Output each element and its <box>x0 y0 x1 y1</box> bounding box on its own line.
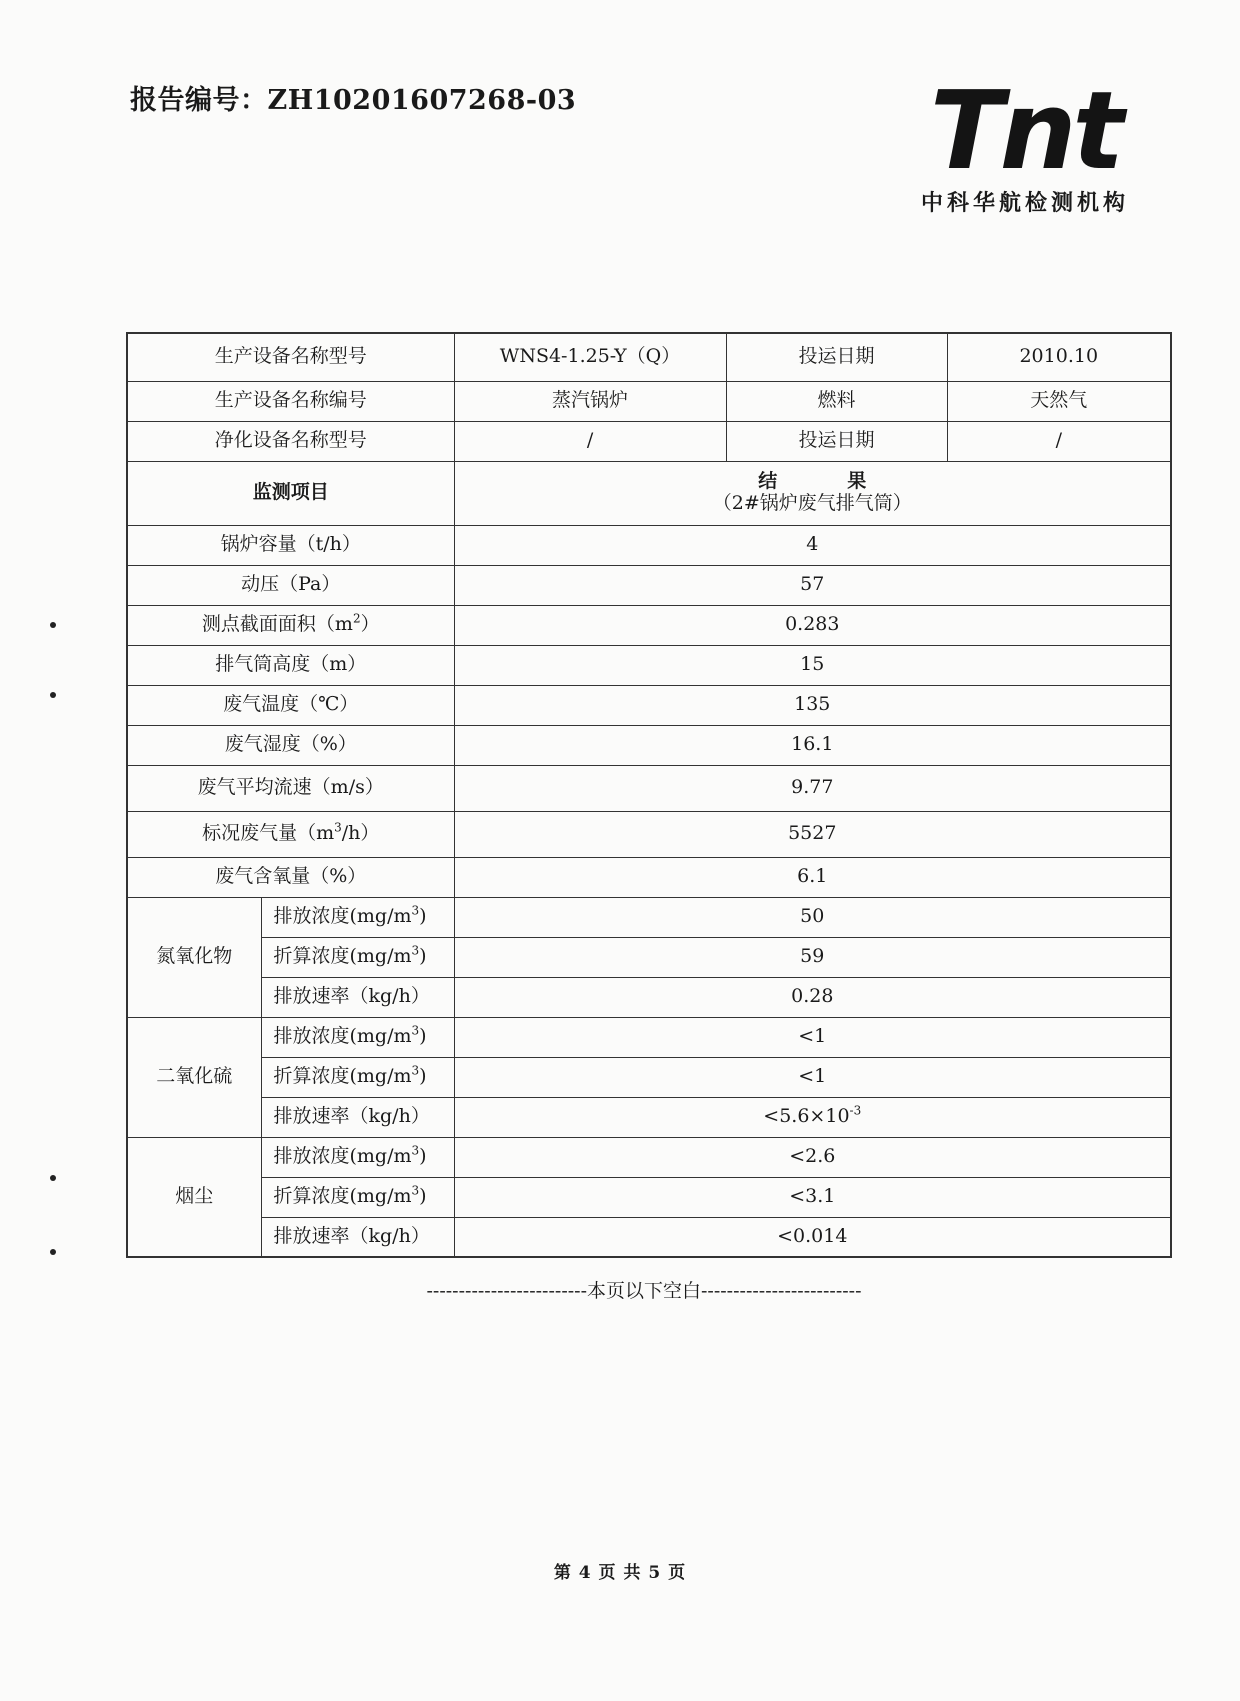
info-value-2: 2010.10 <box>947 333 1171 381</box>
info-value: 蒸汽锅炉 <box>454 381 726 421</box>
scan-dot <box>50 622 56 628</box>
report-number: 报告编号：ZH10201607268-03 <box>130 85 577 116</box>
info-label: 净化设备名称型号 <box>127 421 454 461</box>
pollutant-measure: 折算浓度$(mg/m^3)$ <box>261 1177 454 1217</box>
pollutant-value: <1 <box>454 1057 1171 1097</box>
result-header <box>454 461 1171 525</box>
param-row <box>127 857 1171 897</box>
pollutant-row <box>127 977 1171 1017</box>
param-label: 废气湿度（%） <box>127 725 454 765</box>
param-row <box>127 725 1171 765</box>
monitoring-results-table <box>126 332 1172 1258</box>
pollutant-row <box>127 1137 1171 1177</box>
info-value-2: / <box>947 421 1171 461</box>
param-label: 废气平均流速（m/s） <box>127 765 454 811</box>
info-label-2: 投运日期 <box>726 333 947 381</box>
param-value: 135 <box>454 685 1171 725</box>
pollutant-value: <2.6 <box>454 1137 1171 1177</box>
pollutant-value: 0.28 <box>454 977 1171 1017</box>
param-value: 4 <box>454 525 1171 565</box>
param-label: 测点截面面积$(m^2)$ <box>127 605 454 645</box>
param-value: 6.1 <box>454 857 1171 897</box>
param-row <box>127 765 1171 811</box>
result-subtitle: （2#锅炉废气排气筒） <box>712 492 912 514</box>
param-value: 9.77 <box>454 765 1171 811</box>
pollutant-row <box>127 1017 1171 1057</box>
scan-dot <box>50 692 56 698</box>
info-value-2: 天然气 <box>947 381 1171 421</box>
result-title: 结果 <box>758 470 937 493</box>
info-label: 生产设备名称编号 <box>127 381 454 421</box>
param-row <box>127 525 1171 565</box>
pollutant-measure: 排放浓度$(mg/m^3)$ <box>261 1137 454 1177</box>
pollutant-measure: 排放浓度$(mg/m^3)$ <box>261 1017 454 1057</box>
param-row <box>127 645 1171 685</box>
info-row <box>127 381 1171 421</box>
result-header-row <box>127 461 1171 525</box>
pollutant-row <box>127 1097 1171 1137</box>
info-row <box>127 421 1171 461</box>
page-number: 第 4 页 共 5 页 <box>553 1563 687 1583</box>
info-row <box>127 333 1171 381</box>
pollutant-name: 二氧化硫 <box>127 1017 261 1137</box>
pollutant-value: 59 <box>454 937 1171 977</box>
param-label: 废气温度（℃） <box>127 685 454 725</box>
pollutant-row <box>127 937 1171 977</box>
param-label: 锅炉容量（t/h） <box>127 525 454 565</box>
pollutant-measure: 排放速率（kg/h） <box>261 1097 454 1137</box>
pollutant-row <box>127 1217 1171 1257</box>
pollutant-name: 氮氧化物 <box>127 897 261 1017</box>
logo-mark: Tnt <box>929 69 1121 194</box>
param-label: 废气含氧量（%） <box>127 857 454 897</box>
param-value: 15 <box>454 645 1171 685</box>
info-label-2: 燃料 <box>726 381 947 421</box>
param-label: 排气筒高度（m） <box>127 645 454 685</box>
info-label-2: 投运日期 <box>726 421 947 461</box>
param-value: 57 <box>454 565 1171 605</box>
pollutant-value: $<5.6\times 10^{-3}$ <box>454 1097 1171 1137</box>
pollutant-measure: 折算浓度$(mg/m^3)$ <box>261 1057 454 1097</box>
logo-organization-name: 中科华航检测机构 <box>920 191 1129 216</box>
scan-dot <box>50 1175 56 1181</box>
param-label: 动压（Pa） <box>127 565 454 605</box>
pollutant-value: <0.014 <box>454 1217 1171 1257</box>
pollutant-value: <3.1 <box>454 1177 1171 1217</box>
param-row <box>127 685 1171 725</box>
pollutant-value: 50 <box>454 897 1171 937</box>
info-label: 生产设备名称型号 <box>127 333 454 381</box>
scan-dot <box>50 1249 56 1255</box>
pollutant-value: <1 <box>454 1017 1171 1057</box>
pollutant-row <box>127 897 1171 937</box>
pollutant-row <box>127 1057 1171 1097</box>
company-logo <box>905 69 1145 217</box>
blank-below-notice: -------------------------本页以下空白------------------------- <box>426 1280 862 1302</box>
param-row <box>127 811 1171 857</box>
pollutant-measure: 折算浓度$(mg/m^3)$ <box>261 937 454 977</box>
info-value: / <box>454 421 726 461</box>
pollutant-measure: 排放浓度$(mg/m^3)$ <box>261 897 454 937</box>
param-value: 16.1 <box>454 725 1171 765</box>
param-row <box>127 605 1171 645</box>
pollutant-row <box>127 1177 1171 1217</box>
param-row <box>127 565 1171 605</box>
info-value: WNS4-1.25-Y（Q） <box>454 333 726 381</box>
param-label: 标况废气量$(m^3/h)$ <box>127 811 454 857</box>
pollutant-name: 烟尘 <box>127 1137 261 1257</box>
pollutant-measure: 排放速率（kg/h） <box>261 977 454 1017</box>
param-value: 0.283 <box>454 605 1171 645</box>
param-value: 5527 <box>454 811 1171 857</box>
monitoring-item-header: 监测项目 <box>127 461 454 525</box>
pollutant-measure: 排放速率（kg/h） <box>261 1217 454 1257</box>
